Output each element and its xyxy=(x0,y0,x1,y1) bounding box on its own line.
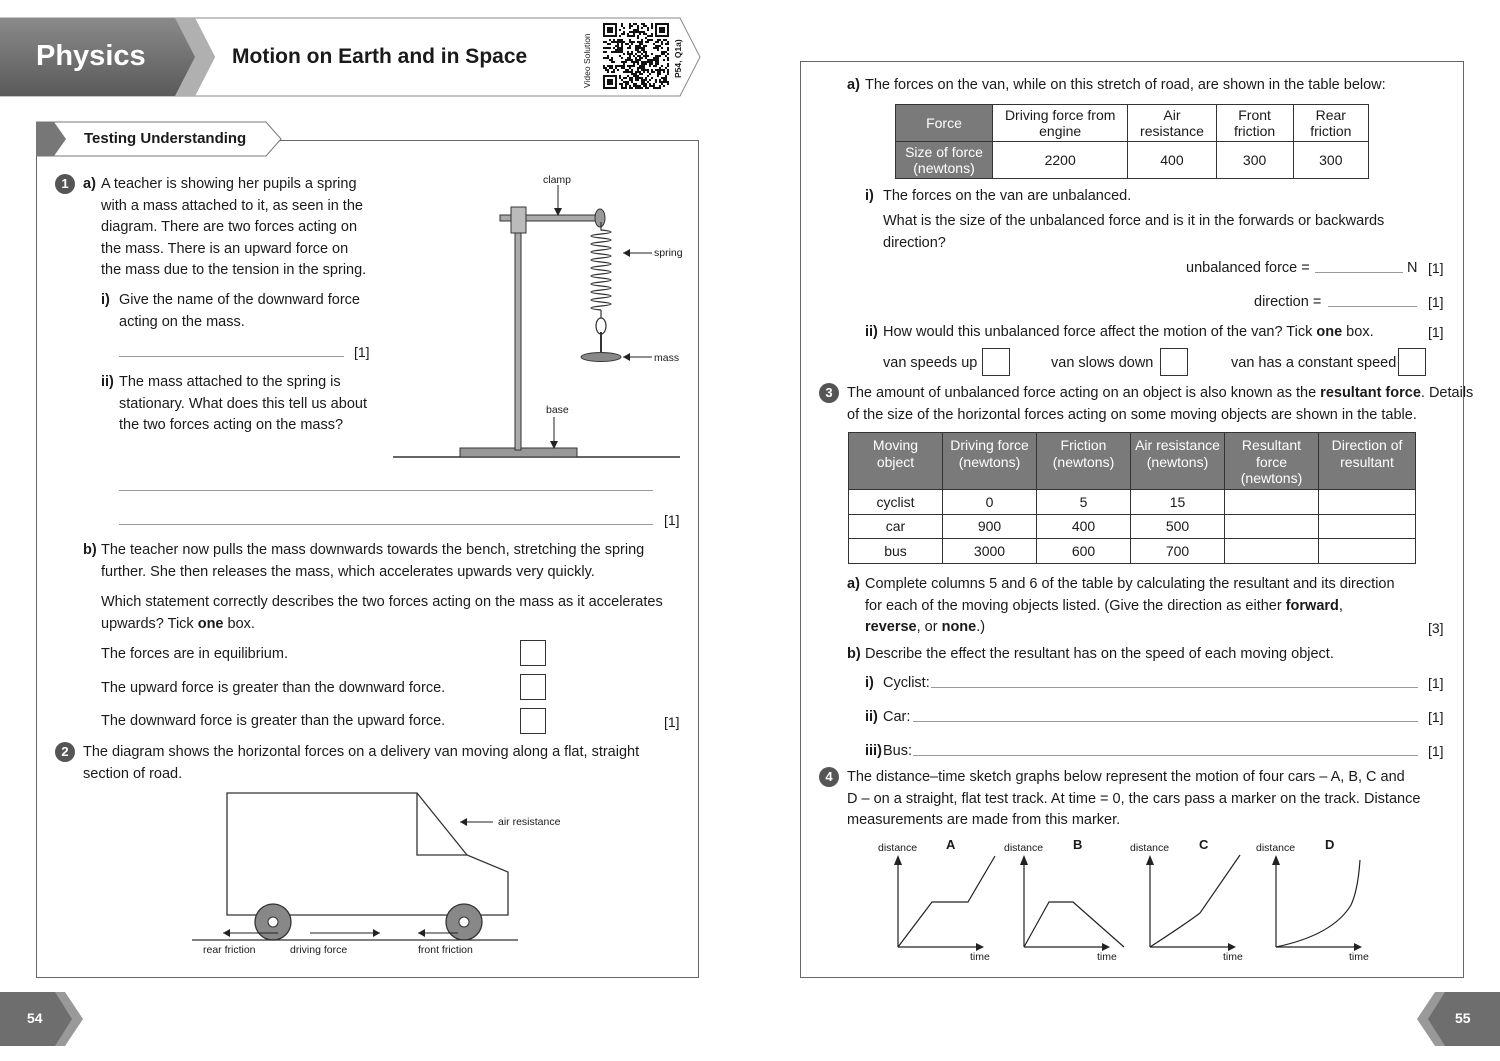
question-number: 1 xyxy=(55,174,75,194)
marks: [1] xyxy=(354,344,370,360)
answer-cell[interactable] xyxy=(1225,539,1319,564)
subject-title: Physics xyxy=(36,40,146,72)
table-cell: 300 xyxy=(1216,142,1293,179)
part-label: a) xyxy=(83,176,96,192)
tick-box[interactable] xyxy=(982,348,1010,376)
tick-box[interactable] xyxy=(520,674,546,700)
table-cell: 600 xyxy=(1037,539,1131,564)
unbalanced-force-input[interactable] xyxy=(1315,272,1403,273)
question-number: 4 xyxy=(819,767,839,787)
table-row xyxy=(849,539,1416,564)
answer-cell[interactable] xyxy=(1319,539,1416,564)
q4-text: The distance–time sketch graphs below represent the motion of four cars – A, B, C and D – on a straight, flat test track. At time = 0, the cars pass a marker on the track. Distance measurements are made from this marker. xyxy=(847,769,1421,828)
qr-ref: P54, Q1a) xyxy=(673,39,683,78)
marks: [1] xyxy=(1428,294,1444,310)
graph-ylabel: distance xyxy=(1256,842,1296,854)
label-rear-friction: rear friction xyxy=(203,944,256,956)
answer-line[interactable] xyxy=(119,356,344,357)
label-front-friction: front friction xyxy=(418,944,473,956)
direction-input[interactable] xyxy=(1328,306,1417,307)
q1b-question: Which statement correctly describes the two forces acting on the mass as it accelerates upwards? Tick one box. xyxy=(101,594,663,632)
label-spring: spring xyxy=(654,247,683,259)
direction-label: direction = xyxy=(1254,294,1322,310)
table-header: Force xyxy=(896,105,993,142)
option-text: The downward force is greater than the upward force. xyxy=(101,713,446,729)
part-label: i) xyxy=(101,292,110,308)
part-label: a) xyxy=(847,77,860,93)
option-text: The forces are in equilibrium. xyxy=(101,646,288,662)
part-text: Car: xyxy=(883,709,911,725)
marks: [1] xyxy=(1428,324,1444,340)
table-cell: cyclist xyxy=(849,490,943,515)
distance-time-graphs xyxy=(860,835,1420,970)
table-header: Air resistance (newtons) xyxy=(1131,433,1225,490)
question-number: 3 xyxy=(819,383,839,403)
option-text: van speeds up xyxy=(883,355,978,371)
table-cell: 5 xyxy=(1037,490,1131,515)
label-mass: mass xyxy=(654,352,680,364)
q3b-text: Describe the effect the resultant has on the speed of each moving object. xyxy=(865,646,1334,662)
table-cell: 900 xyxy=(943,514,1037,539)
table-cell: Front friction xyxy=(1216,105,1293,142)
graph-letter: B xyxy=(1073,837,1083,852)
tick-box[interactable] xyxy=(520,640,546,666)
q1a-text: A teacher is showing her pupils a spring with a mass attached to it, as seen in the diagram. There are two forces acting on the mass. There is an upward force on the mass due to the tension in the spring. xyxy=(101,176,367,278)
table-cell: 0 xyxy=(943,490,1037,515)
answer-line[interactable] xyxy=(931,687,1418,688)
q2-text: The diagram shows the horizontal forces on a delivery van moving along a flat, straight section of road. xyxy=(83,744,640,782)
table-row xyxy=(849,490,1416,515)
page-number-left: 54 xyxy=(27,1010,43,1026)
answer-cell[interactable] xyxy=(1225,514,1319,539)
graph-xlabel: time xyxy=(1349,951,1369,963)
table-cell: Driving force from engine xyxy=(993,105,1128,142)
table-header: Moving object xyxy=(849,433,943,490)
part-label: ii) xyxy=(865,324,878,340)
label-base: base xyxy=(546,404,569,416)
part-label: a) xyxy=(847,576,860,592)
part-label: i) xyxy=(865,675,874,691)
label-air-resistance: air resistance xyxy=(498,816,561,828)
part-label: i) xyxy=(865,188,874,204)
graph-b xyxy=(1020,855,1124,951)
section-title: Testing Understanding xyxy=(84,130,247,147)
part-label: ii) xyxy=(865,709,878,725)
tick-box[interactable] xyxy=(520,708,546,734)
question-number: 2 xyxy=(55,742,75,762)
table-cell: 300 xyxy=(1293,142,1368,179)
table-header: Driving force (newtons) xyxy=(943,433,1037,490)
page-tab-left xyxy=(0,990,90,1050)
answer-cell[interactable] xyxy=(1319,514,1416,539)
q1b-text: The teacher now pulls the mass downwards towards the bench, stretching the spring further. She then releases the mass, which accelerates upwards very quickly. xyxy=(101,542,645,580)
table-cell: car xyxy=(849,514,943,539)
part-label: b) xyxy=(847,646,861,662)
qr-label: Video Solution xyxy=(582,33,592,88)
marks: [1] xyxy=(664,714,680,730)
marks: [1] xyxy=(1428,709,1444,725)
part-text: Bus: xyxy=(883,743,913,759)
q3-text: The amount of unbalanced force acting on an object is also known as the resultant force. Details of the size of the horizontal forces acting on some moving objects are shown in the table. xyxy=(847,385,1474,423)
marks: [1] xyxy=(664,512,680,528)
part-text: Cyclist: xyxy=(883,675,930,691)
table-cell: Air resistance xyxy=(1128,105,1216,142)
q2ai-question: What is the size of the unbalanced force and is it in the forwards or backwards direction? xyxy=(883,213,1385,251)
label-driving-force: driving force xyxy=(290,944,348,956)
tick-box[interactable] xyxy=(1398,348,1426,376)
answer-line[interactable] xyxy=(913,755,1418,756)
graph-ylabel: distance xyxy=(1004,842,1044,854)
graph-letter: D xyxy=(1325,837,1335,852)
van-diagram xyxy=(190,785,560,965)
graph-xlabel: time xyxy=(1223,951,1243,963)
table-row xyxy=(849,514,1416,539)
marks: [1] xyxy=(1428,743,1444,759)
graph-c xyxy=(1146,855,1240,951)
q3a-text: Complete columns 5 and 6 of the table by calculating the resultant and its direction for each of the moving objects listed. (Give the direction as either forward, reverse, or none.) xyxy=(865,576,1395,635)
resultant-table xyxy=(848,432,1416,564)
answer-cell[interactable] xyxy=(1225,490,1319,515)
part-label: iii) xyxy=(865,743,882,759)
option-text: The upward force is greater than the downward force. xyxy=(101,680,446,696)
graph-letter: C xyxy=(1199,837,1209,852)
table-header: Resultant force (newtons) xyxy=(1225,433,1319,490)
graph-xlabel: time xyxy=(970,951,990,963)
graph-letter: A xyxy=(946,837,956,852)
option-text: van has a constant speed xyxy=(1231,355,1397,371)
table-cell: 700 xyxy=(1131,539,1225,564)
q1ai-text: Give the name of the downward force acting on the mass. xyxy=(119,292,360,330)
answer-line[interactable] xyxy=(913,721,1418,722)
marks: [1] xyxy=(1428,675,1444,691)
table-cell: 2200 xyxy=(993,142,1128,179)
graph-a xyxy=(894,855,995,951)
part-label: ii) xyxy=(101,374,114,390)
q2aii-text: How would this unbalanced force affect the motion of the van? Tick one box. xyxy=(883,324,1374,340)
answer-line[interactable] xyxy=(119,490,653,491)
graph-d xyxy=(1272,855,1362,951)
forces-table xyxy=(895,104,1369,179)
tick-box[interactable] xyxy=(1160,348,1188,376)
spring-diagram xyxy=(390,170,690,470)
graph-xlabel: time xyxy=(1097,951,1117,963)
table-cell: 3000 xyxy=(943,539,1037,564)
unit: N xyxy=(1407,260,1418,276)
label-clamp: clamp xyxy=(543,174,572,186)
q2a-text: The forces on the van, while on this stretch of road, are shown in the table below: xyxy=(865,77,1386,93)
table-cell: 500 xyxy=(1131,514,1225,539)
unbalanced-force-label: unbalanced force = xyxy=(1186,260,1310,276)
table-cell: 15 xyxy=(1131,490,1225,515)
page-title: Motion on Earth and in Space xyxy=(232,45,528,68)
q2ai-text: The forces on the van are unbalanced. xyxy=(883,188,1132,204)
marks: [1] xyxy=(1428,260,1444,276)
table-cell: 400 xyxy=(1037,514,1131,539)
table-header: Size of force (newtons) xyxy=(896,142,993,179)
table-header: Direction of resultant xyxy=(1319,433,1416,490)
marks: [3] xyxy=(1428,620,1444,636)
table-cell: bus xyxy=(849,539,943,564)
q1aii-text: The mass attached to the spring is stationary. What does this tell us about the two forces acting on the mass? xyxy=(119,374,367,433)
graph-ylabel: distance xyxy=(878,842,918,854)
table-cell: Rear friction xyxy=(1293,105,1368,142)
qr-code-icon[interactable] xyxy=(603,23,669,89)
part-label: b) xyxy=(83,542,97,558)
answer-line[interactable] xyxy=(119,524,653,525)
page-number-right: 55 xyxy=(1455,1010,1471,1026)
option-text: van slows down xyxy=(1051,355,1154,371)
graph-ylabel: distance xyxy=(1130,842,1170,854)
answer-cell[interactable] xyxy=(1319,490,1416,515)
table-header: Friction (newtons) xyxy=(1037,433,1131,490)
table-cell: 400 xyxy=(1128,142,1216,179)
